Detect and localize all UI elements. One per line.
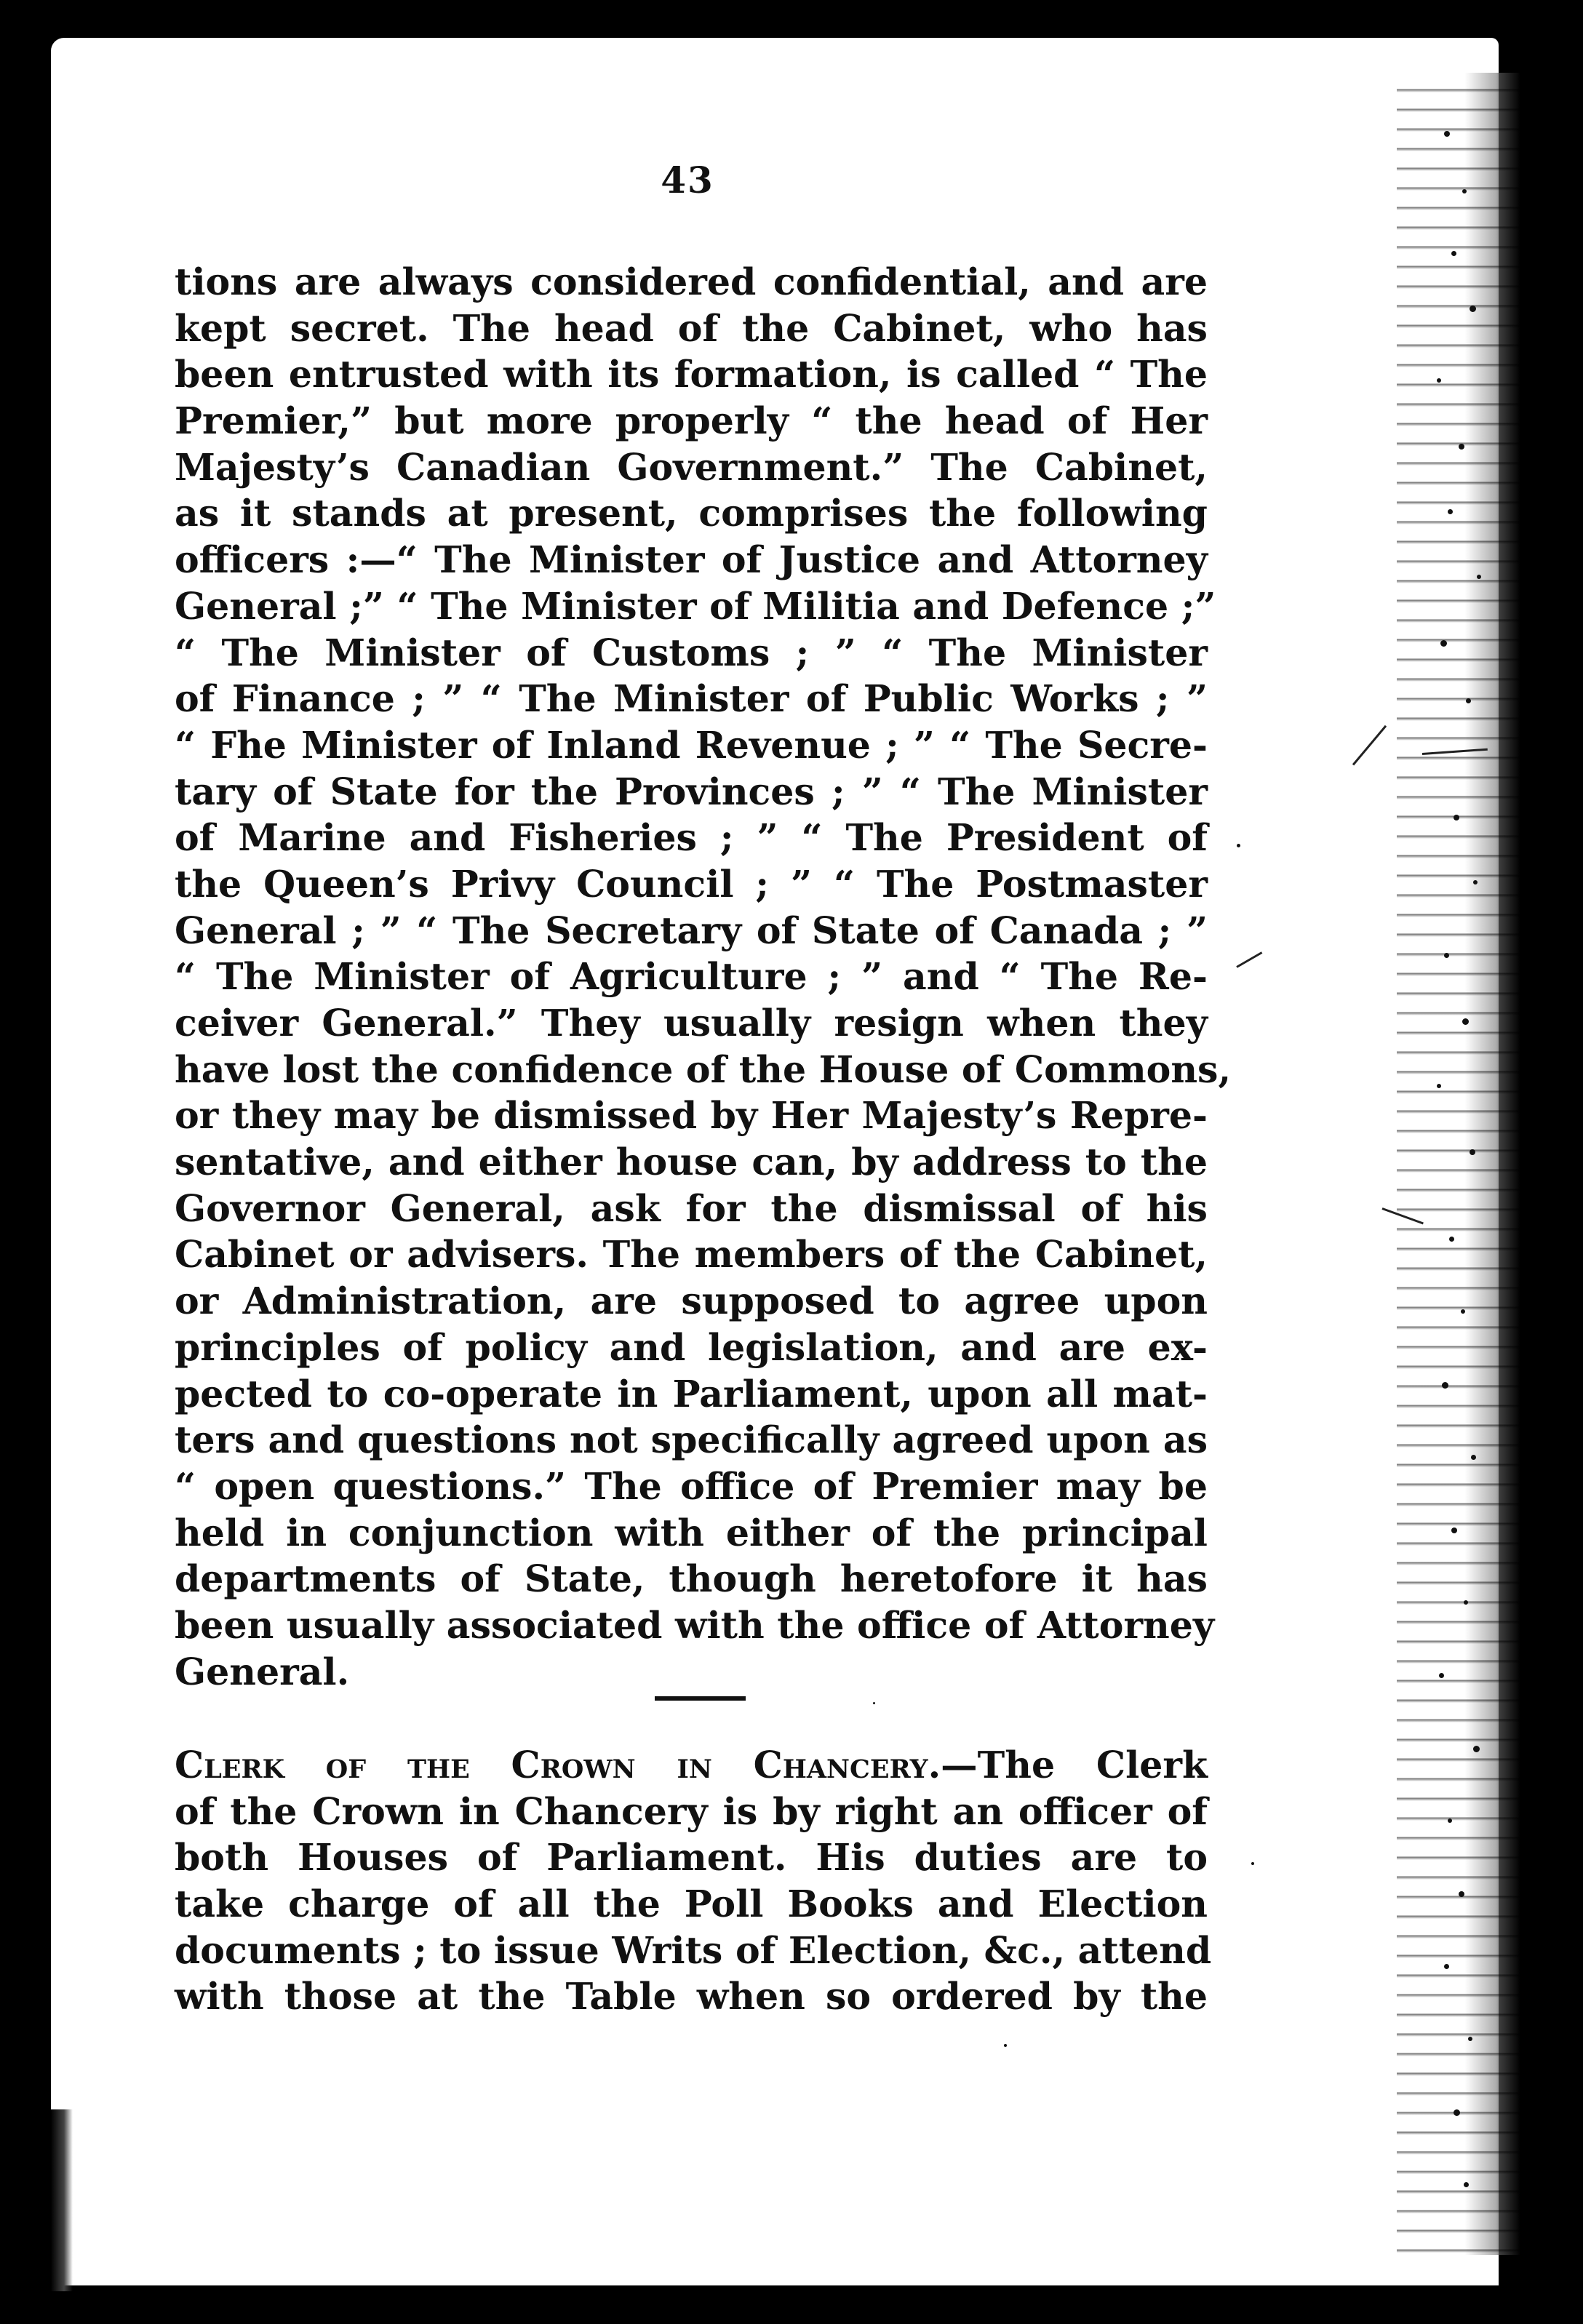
paragraph-line: held in conjunction with either of the principal: [175, 1511, 1208, 1554]
page-number: 43: [661, 159, 714, 201]
paragraph-line: or Administration, are supposed to agree upon: [175, 1279, 1208, 1323]
scan-speck: [1237, 844, 1240, 847]
paragraph-line: both Houses of Parliament. His duties are to: [175, 1836, 1208, 1880]
scan-speck: [1004, 2044, 1007, 2047]
scan-speck: [1459, 1891, 1464, 1897]
scan-speck: [1462, 1018, 1469, 1025]
scan-speck: [1251, 1862, 1254, 1865]
scan-speck: [1464, 2182, 1469, 2187]
paragraph-line: Governor General, ask for the dismissal of his: [175, 1186, 1208, 1230]
paragraph-line: “ The Minister of Agriculture ; ” and “ The Re-: [175, 955, 1208, 999]
paragraph-line: tions are always considered confidential, and are: [175, 260, 1208, 303]
paragraph-line: General ;” “ The Minister of Militia and Defence ;”: [175, 584, 1216, 628]
scan-speck: [1466, 698, 1471, 703]
scan-speck: [1473, 1746, 1480, 1752]
scan-speck: [1437, 378, 1441, 383]
paragraph-line: ters and questions not specifically agreed upon as: [175, 1418, 1208, 1462]
paragraph-line: Majesty’s Canadian Government.” The Cabinet,: [175, 445, 1208, 489]
scan-speck: [1468, 2037, 1472, 2041]
scan-speck: [1462, 189, 1467, 193]
page-gutter-edge: [1397, 73, 1520, 2255]
paragraph-line: of Finance ; ” “ The Minister of Public Works ; ”: [175, 677, 1208, 721]
paragraph-line: “ open questions.” The office of Premier may be: [175, 1464, 1208, 1508]
heading-continuation: —The Clerk: [941, 1744, 1208, 1786]
paragraph-line: General ; ” “ The Secretary of State of Canada ; ”: [175, 909, 1208, 952]
scan-speck: [1449, 1237, 1454, 1242]
scan-speck: [1448, 509, 1453, 514]
paragraph-line: of the Crown in Chancery is by right an officer of: [175, 1789, 1208, 1833]
paragraph-line: take charge of all the Poll Books and Election: [175, 1882, 1208, 1926]
scan-speck: [1470, 306, 1476, 312]
paragraph-line: of Marine and Fisheries ; ” “ The President of: [175, 816, 1208, 860]
paragraph-line: tary of State for the Provinces ; ” “ The Minister: [175, 770, 1208, 813]
scan-speck: [1454, 2109, 1460, 2116]
scan-speck: [1448, 1818, 1452, 1823]
scan-speck: [1437, 1084, 1441, 1088]
paragraph-line: Cabinet or advisers. The members of the Cabinet,: [175, 1233, 1208, 1277]
paragraph-line: with those at the Table when so ordered by the: [175, 1975, 1208, 2018]
page-left-edge-shadow: [51, 2109, 73, 2291]
scan-speck: [1454, 815, 1459, 820]
paragraph-line: been entrusted with its formation, is called “ The: [175, 353, 1208, 396]
paragraph-line: been usually associated with the office of Attorney: [175, 1603, 1215, 1647]
paragraph-line: officers :—“ The Minister of Justice and Attorney: [175, 538, 1208, 582]
scan-speck: [873, 1702, 875, 1704]
scan-speck: [1473, 880, 1478, 885]
paragraph-line: have lost the confidence of the House of Commons,: [175, 1047, 1232, 1091]
scan-speck: [1444, 953, 1449, 958]
paragraph-line: documents ; to issue Writs of Election, &c., attend: [175, 1928, 1212, 1972]
scan-speck: [1444, 131, 1450, 137]
scan-speck: [1440, 640, 1447, 647]
paragraph-clerk-of-crown: [175, 1742, 1212, 2020]
paragraph-line: ceiver General.” They usually resign when they: [175, 1002, 1208, 1045]
paragraph-line: Premier,” but more properly “ the head of Her: [175, 399, 1208, 443]
paragraph-line: pected to co-operate in Parliament, upon all mat-: [175, 1372, 1208, 1415]
paragraph-line: [175, 1742, 1208, 1789]
paragraph-line: kept secret. The head of the Cabinet, who has: [175, 306, 1208, 350]
paragraph-line: the Queen’s Privy Council ; ” “ The Postmaster: [175, 862, 1208, 906]
paragraph-line: or they may be dismissed by Her Majesty’s Repre-: [175, 1094, 1208, 1138]
section-divider: [655, 1696, 746, 1701]
scan-speck: [1471, 1455, 1476, 1460]
paragraph-line: “ Fhe Minister of Inland Revenue ; ” “ The Secre-: [175, 723, 1208, 767]
paragraph-line: departments of State, though heretofore it has: [175, 1557, 1208, 1601]
scan-speck: [1444, 1964, 1449, 1969]
paragraph-line: sentative, and either house can, by address to the: [175, 1141, 1208, 1184]
scan-speck: [1439, 1673, 1444, 1678]
scan-speck: [1451, 251, 1456, 256]
paragraph-line: “ The Minister of Customs ; ” “ The Minister: [175, 631, 1208, 674]
paragraph-line: as it stands at present, comprises the following: [175, 492, 1208, 535]
scan-speck: [1451, 1528, 1457, 1533]
scan-speck: [1464, 1600, 1468, 1605]
paragraph-line: General.: [175, 1650, 350, 1693]
section-heading: Clerk of the Crown in Chancery.: [175, 1744, 941, 1786]
scan-speck: [1459, 444, 1464, 450]
scan-speck: [1442, 1382, 1448, 1389]
scan-speck: [1477, 575, 1481, 579]
paragraph-line: principles of policy and legislation, and are ex-: [175, 1325, 1208, 1369]
scan-speck: [1461, 1309, 1465, 1314]
paragraph-cabinet: [175, 259, 1232, 1695]
scan-speck: [1470, 1149, 1475, 1155]
